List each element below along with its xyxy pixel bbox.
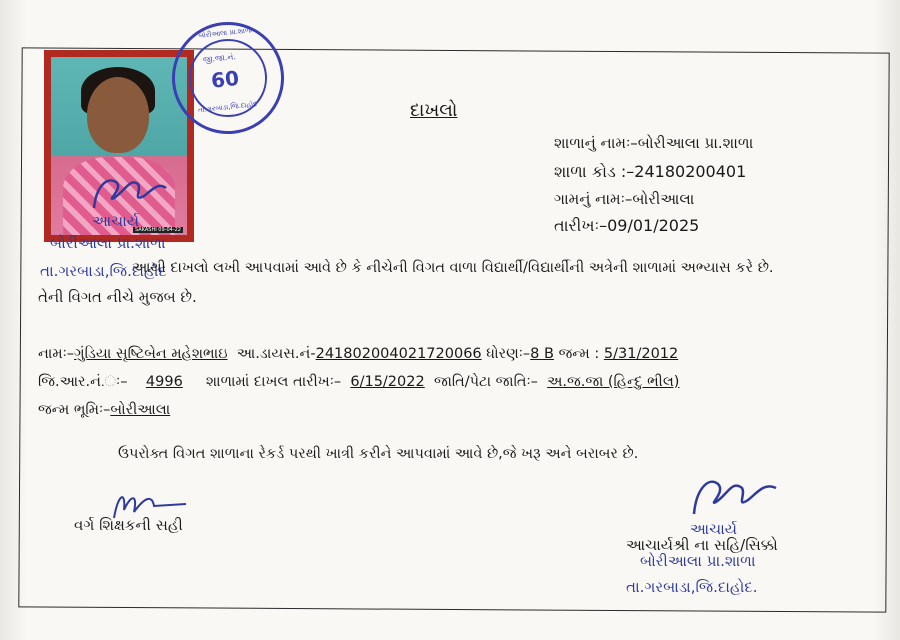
seal-label: જી.જા.નં. — [202, 52, 237, 65]
gr-number: 4996 — [145, 374, 183, 390]
intro-line-2: તેની વિગત નીચે મુજબ છે. — [38, 288, 197, 306]
student-row-1 — [38, 346, 678, 362]
principal-stamp-line1: આચાર્ય — [690, 520, 738, 538]
verification-text: ઉપરોક્ત વિગત શાળાના રેકર્ડ પરથી ખાત્રી કરીને આપવામાં આવે છે,જે ખરૂ અને બરાબર છે. — [118, 446, 639, 462]
student-caste: અ.જ.જા (હિન્દુ ભીલ) — [547, 374, 680, 390]
principal-stamp-line3: તા.ગરબાડા,જિ.દાહોદ. — [626, 578, 758, 596]
student-name: ગુંડિયા સૃષ્ટિબેન મહેશભાઇ — [74, 346, 228, 362]
principal-sign-label: આચાર્યશ્રી ના સહિ/સિક્કો — [626, 536, 778, 554]
seal-number: 60 — [209, 65, 241, 93]
name-label: નામઃ– — [38, 346, 75, 362]
student-dob: 5/31/2012 — [603, 346, 679, 362]
caste-label: જાતિ/પેટા જાતિઃ– — [433, 374, 538, 390]
student-std: 8 B — [530, 346, 554, 362]
teacher-sign-label: વર્ગ શિક્ષકની સહી — [74, 516, 183, 534]
school-code: શાળા કોડ :–24180200401 — [554, 162, 747, 181]
school-name: શાળાનું નામઃ–બોરીઆલા પ્રા.શાળા — [554, 134, 754, 152]
student-birthplace: બોરીઆલા — [110, 402, 171, 418]
dise-number: 241802004021720066 — [315, 346, 482, 362]
principal-signature-right — [684, 470, 784, 526]
dob-label: જન્મ : — [558, 346, 600, 362]
birthplace-label: જન્મ ભૂમિઃ– — [38, 402, 111, 418]
certificate-title: દાખલો — [410, 100, 458, 121]
seal-top-text: બોરીઆલા પ્રા.શાળા — [198, 26, 253, 40]
stamp-left-line1: આચાર્ય — [92, 212, 140, 230]
dise-label: આ.ડાયસ.નં- — [236, 346, 316, 362]
stamp-left-line3: તા.ગરબાડા,જિ.દાહોદ — [40, 262, 167, 280]
gr-label: જિ.આર.નં.ઃ– — [38, 374, 128, 390]
std-label: ધોરણઃ– — [486, 346, 531, 362]
seal-bottom-text: તા.ગરબાડા,જિ.દાહોદ — [197, 100, 258, 115]
student-row-2 — [38, 374, 679, 390]
student-row-3 — [38, 402, 170, 418]
admission-date: 6/15/2022 — [350, 374, 425, 390]
principal-signature-left — [86, 168, 176, 218]
stamp-left-line2: બોરીઆલા પ્રા.શાળા — [50, 234, 166, 252]
intro-line-1: આથી દાખલો લખી આપવામાં આવે છે કે નીચેની વિગત વાળા વિદ્યાર્થી/વિદ્યાર્થીની અત્રેની શાળામાં અભ્યાસ કરે છે. — [132, 260, 774, 276]
admission-label: શાળામાં દાખલ તારીખઃ– — [205, 374, 342, 390]
photo-tag: SAKASHI 09-04-22 — [135, 227, 181, 233]
issue-date: તારીખઃ–09/01/2025 — [554, 216, 700, 235]
principal-stamp-line2: બોરીઆલા પ્રા.શાળા — [640, 552, 756, 570]
village-name: ગામનું નામઃ–બોરીઆલા — [554, 190, 695, 208]
